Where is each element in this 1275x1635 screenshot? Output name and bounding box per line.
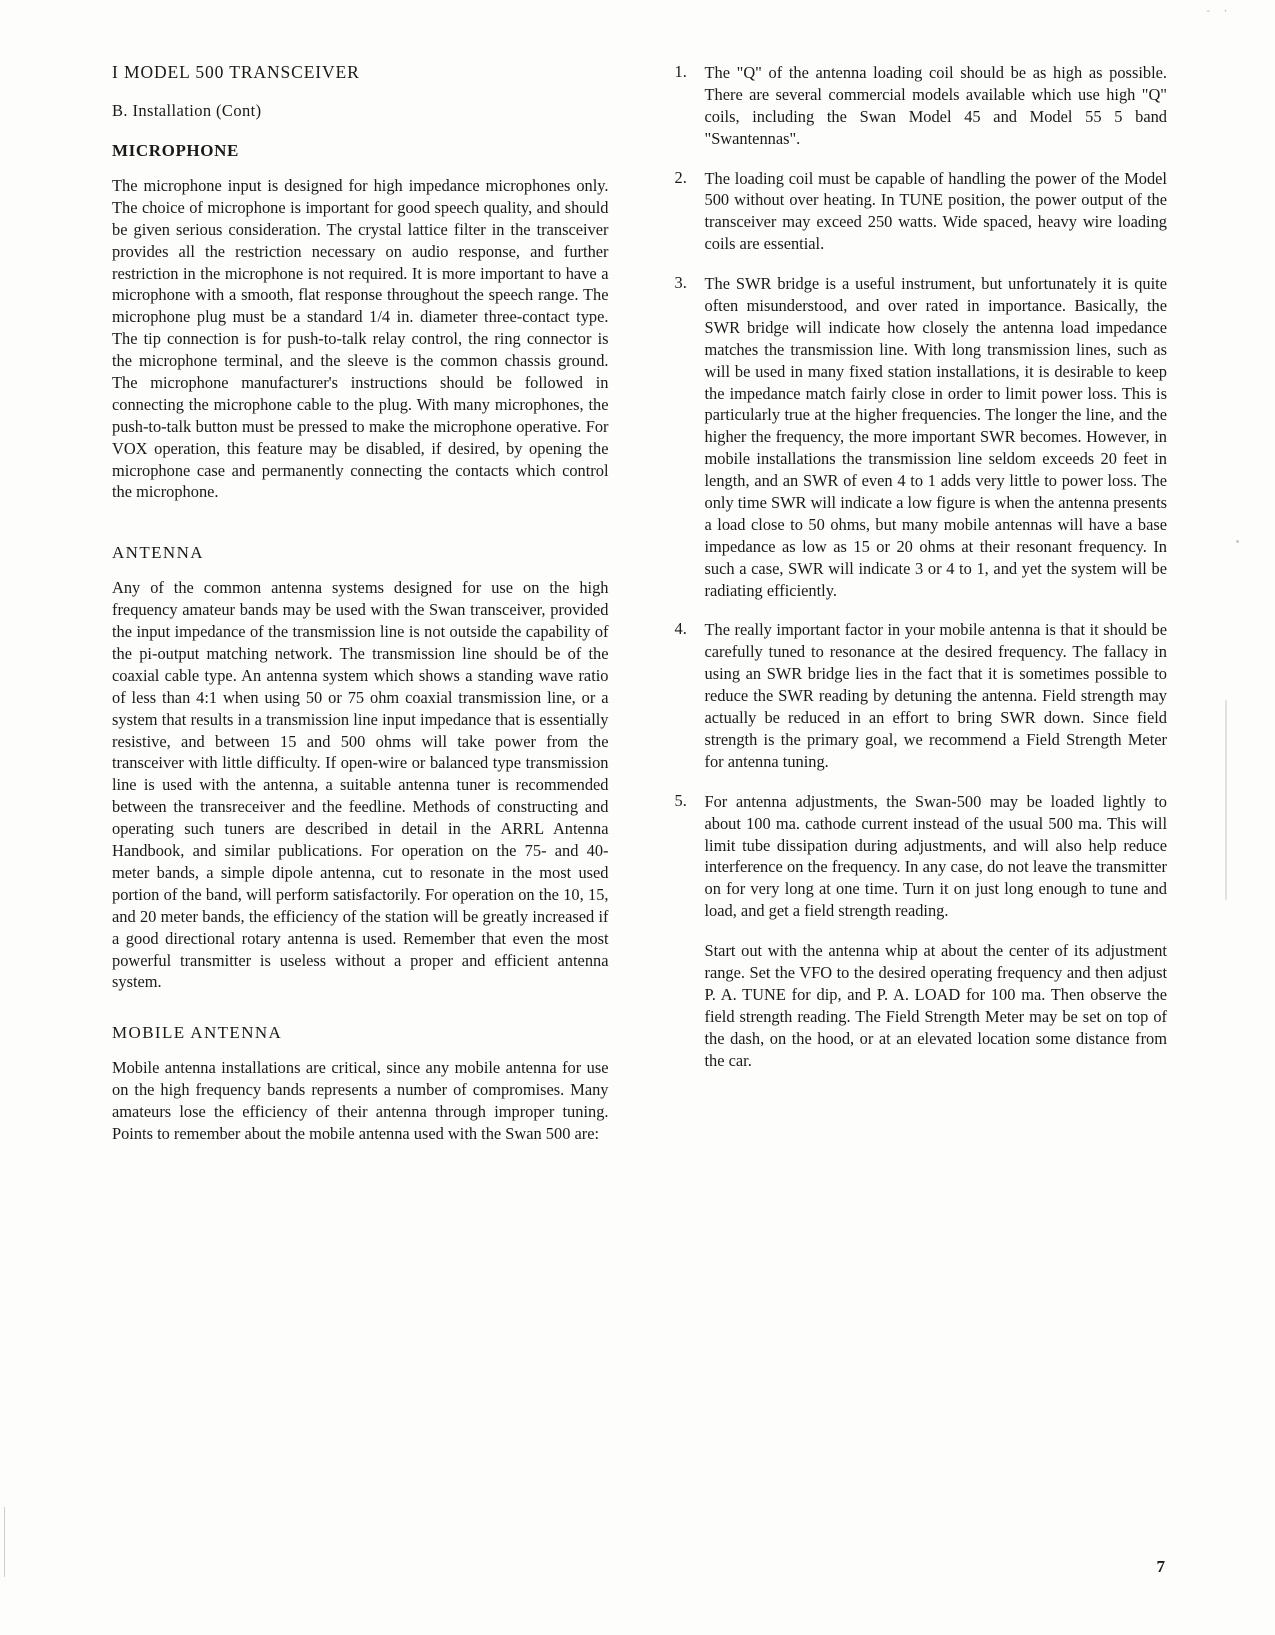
section-subheader: B. Installation (Cont) <box>112 101 262 120</box>
page-number: 7 <box>1156 1557 1165 1576</box>
list-item-text: The really important factor in your mobile antenna is that it should be carefully tuned to resonance at the desired frequency. The fallacy in using an SWR bridge lies in the fact that it is sometimes possible to reduce the SWR reading by detuning the antenna. Field strength may actually be reduced in an effort to bring SWR down. Since field strength is the primary goal, we recommend a Field Strength Meter for antenna tuning. <box>704 620 1167 771</box>
list-item-number: 1. <box>674 62 687 81</box>
list-item-text: The loading coil must be capable of handling the power of the Model 500 without over heating. In TUNE position, the power output of the transceiver may exceed 250 watts. Wide spaced, heavy wire loading coils are essential. <box>704 168 1167 254</box>
scan-artifact-bottom-left <box>4 1507 11 1577</box>
list-item-number: 4. <box>674 619 687 639</box>
list-item <box>671 168 1168 256</box>
list-item-number: 2. <box>674 167 687 187</box>
list-item-number: 3. <box>674 273 687 293</box>
list-item-text: The SWR bridge is a useful instrument, but unfortunately it is quite often misunderstood, and over rated in importance. Basically, the SWR bridge will indicate how closely the antenna load impedance matches the transmission line. With long transmission lines, such as will be used in many fixed station installations, it is desirable to keep the impedance match fairly close in order to limit power loss. This is particularly true at the higher frequencies. The longer the line, and the higher the frequency, the more important SWR becomes. However, in mobile installations the transmission line seldom exceeds 20 feet in length, and an SWR of even 4 to 1 adds very little to power loss. The only time SWR will indicate a low figure is when the antenna presents a load close to 50 ohms, but many mobile antennas will have a base impedance as low as 15 or 20 ohms at their resonant frequency. In such a case, SWR will indicate 3 or 4 to 1, and yet the system will be radiating efficiently. <box>704 274 1167 600</box>
spacer <box>112 517 609 543</box>
antenna-paragraph: Any of the common antenna systems designed for use on the high frequency amateur bands may be used with the Swan transceiver, provided the input impedance of the transmission line is not outside the capability of the pi-output matching network. The transmission line should be of the coaxial cable type. An antenna system which shows a standing wave ratio of less than 4:1 when using 50 or 75 ohm coaxial transmission line, or a system that results in a transmission line input impedance that is essentially resistive, and between 15 and 500 ohms will take power from the transceiver with little difficulty. If open-wire or balanced type transmission line is used with the antenna, a suitable antenna tuner is recommended between the transreceiver and the feedline. Methods of constructing and operating such tuners are described in detail in the ARRL Antenna Handbook, and similar publications. For operation on the 75- and 40- meter bands, a simple dipole antenna, cut to resonate in the most used portion of the band, will perform satisfactorily. For operation on the 10, 15, and 20 meter bands, the efficiency of the station will be greatly increased if a good directional rotary antenna is used. Remember that even the most powerful transmitter is useless without a proper and efficient antenna system. <box>112 578 609 992</box>
document-header: I MODEL 500 TRANSCEIVER <box>112 62 360 82</box>
spacer <box>112 1007 609 1023</box>
list-item <box>671 791 1168 922</box>
left-column <box>112 62 609 1159</box>
microphone-paragraph: The microphone input is designed for high impedance microphones only. The choice of microphone is important for good speech quality, and should be given serious consideration. The crystal lattice filter in the transceiver provides all the restriction necessary on audio response, and further restriction in the microphone is not required. It is more important to have a microphone with a smooth, flat response throughout the speech range. The microphone plug must be a standard 1/4 in. diameter three-contact type. The tip connection is for push-to-talk relay control, the ring connector is the microphone terminal, and the sleeve is the common chassis ground. The microphone manufacturer's instructions should be followed in connecting the microphone cable to the plug. With many microphones, the push-to-talk button must be pressed to make the microphone operative. For VOX operation, this feature may be disabled, if desired, by opening the microphone case and permanently connecting the contacts which control the microphone. <box>112 176 609 502</box>
closing-paragraph: Start out with the antenna whip at about the center of its adjustment range. Set the VFO to the desired operating frequency and then adjust P. A. TUNE for dip, and P. A. LOAD for 100 ma. Then observe the field strength reading. The Field Strength Meter may be set on top of the dash, on the hood, or at an elevated location some distance from the car. <box>704 941 1167 1070</box>
numbered-list <box>671 62 1168 922</box>
microphone-heading: MICROPHONE <box>112 141 239 160</box>
scan-artifact-right-edge <box>1225 700 1227 900</box>
antenna-heading: ANTENNA <box>112 543 204 563</box>
right-column <box>671 62 1168 1159</box>
mobile-antenna-paragraph: Mobile antenna installations are critical, since any mobile antenna for use on the high frequency bands represents a number of compromises. Many amateurs lose the efficiency of their antenna through improper tuning. Points to remember about the mobile antenna used with the Swan 500 are: <box>112 1058 609 1143</box>
list-item <box>671 273 1168 601</box>
list-item-text: For antenna adjustments, the Swan-500 may be loaded lightly to about 100 ma. cathode current instead of the usual 500 ma. This will limit tube dissipation during adjustments, and will also help reduce interference on the frequency. In any case, do not leave the transmitter on for very long at one time. Turn it on just long enough to tune and load, and get a field strength reading. <box>704 791 1167 921</box>
two-column-layout <box>112 62 1167 1159</box>
scan-artifact-top-right: - · <box>1205 6 1231 18</box>
list-item <box>671 619 1168 772</box>
list-item <box>671 62 1168 150</box>
list-item-number: 5. <box>674 790 687 810</box>
list-item-text: The "Q" of the antenna loading coil should be as high as possible. There are several commercial models available which use high "Q" coils, including the Swan Model 45 and Model 55 5 band "Swantennas". <box>704 63 1167 148</box>
mobile-antenna-heading: MOBILE ANTENNA <box>112 1023 283 1043</box>
scan-artifact-dot <box>1236 540 1239 543</box>
